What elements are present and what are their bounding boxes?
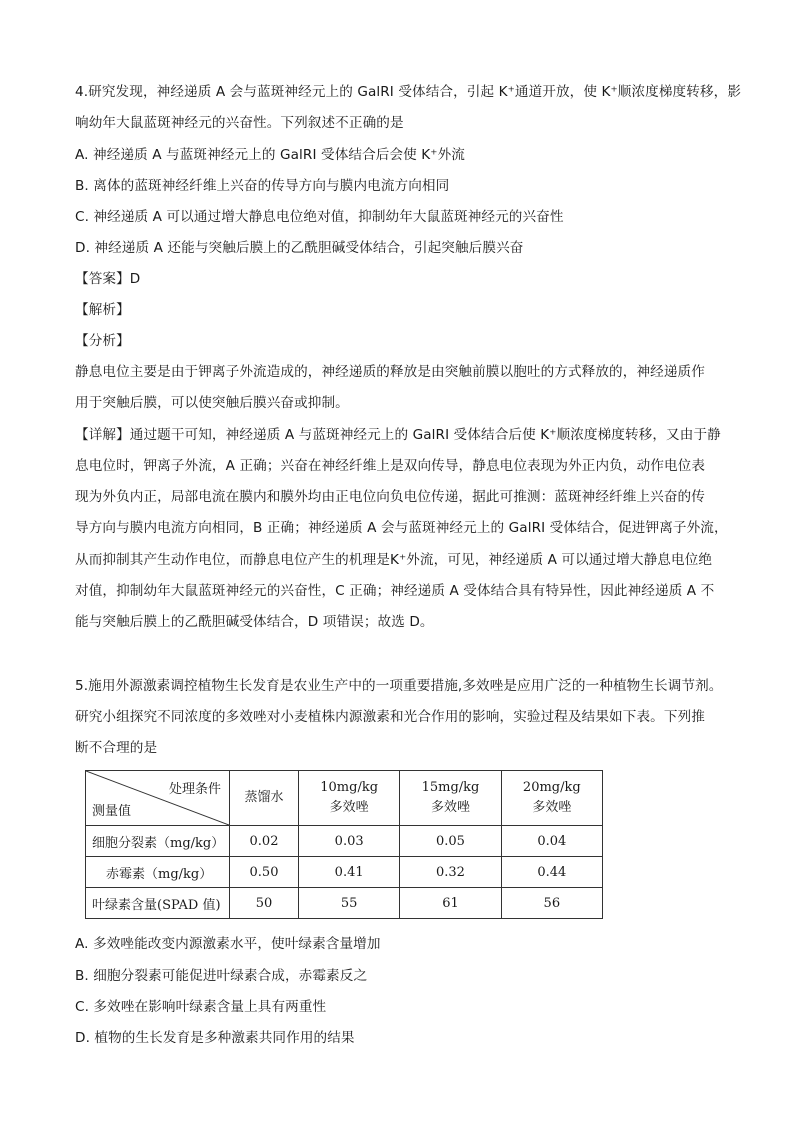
q5-option-d: D. 植物的生长发育是多种激素共同作用的结果 <box>75 1030 355 1046</box>
q5-stem-line-2: 研究小组探究不同浓度的多效唑对小麦植株内源激素和光合作用的影响，实验过程及结果如下表。下列推 <box>75 709 705 725</box>
col-header-line2: 多效唑 <box>329 800 369 815</box>
table-row <box>86 826 603 857</box>
col-header-20mg <box>501 771 602 826</box>
table-cell: 0.32 <box>400 857 501 888</box>
q4-fenxi-label: 【分析】 <box>75 333 130 349</box>
corner-top-label: 处理条件 <box>168 782 221 797</box>
q4-option-c: C. 神经递质 A 可以通过增大静息电位绝对值，抑制幼年大鼠蓝斑神经元的兴奋性 <box>75 209 564 225</box>
q5-stem-line-3: 断不合理的是 <box>75 740 158 756</box>
q4-analysis-label: 【解析】 <box>75 302 130 318</box>
table-cell: 0.05 <box>400 826 501 857</box>
col-header-line1: 蒸馏水 <box>244 790 284 805</box>
q5-option-b: B. 细胞分裂素可能促进叶绿素合成，赤霉素反之 <box>75 968 368 984</box>
q4-fenxi-line-2: 用于突触后膜，可以使突触后膜兴奋或抑制。 <box>75 395 349 411</box>
table-cell: 50 <box>230 888 299 919</box>
q4-option-d: D. 神经递质 A 还能与突触后膜上的乙酰胆碱受体结合，引起突触后膜兴奋 <box>75 240 524 256</box>
q5-option-a: A. 多效唑能改变内源激素水平，使叶绿素含量增加 <box>75 936 381 952</box>
col-header-15mg <box>400 771 501 826</box>
row-label-gibberellin: 赤霉素（mg/kg） <box>86 857 230 888</box>
table-header-row <box>86 771 603 826</box>
table-cell: 0.04 <box>501 826 602 857</box>
col-header-line2: 多效唑 <box>430 800 470 815</box>
q4-detail-line-7: 能与突触后膜上的乙酰胆碱受体结合，D 项错误；故选 D。 <box>75 614 434 630</box>
table-cell: 56 <box>501 888 602 919</box>
table-row <box>86 857 603 888</box>
q4-detail-line-2: 息电位时，钾离子外流，A 正确；兴奋在神经纤维上是双向传导，静息电位表现为外正内负，动作电位表 <box>75 458 706 474</box>
q4-answer: 【答案】D <box>75 271 141 287</box>
q5-option-c: C. 多效唑在影响叶绿素含量上具有两重性 <box>75 999 327 1015</box>
table-corner-cell <box>86 771 230 826</box>
table-row <box>86 888 603 919</box>
q4-detail-line-1: 【详解】通过题干可知，神经递质 A 与蓝斑神经元上的 GalRI 受体结合后使 K⁺顺浓度梯度转移，又由于静 <box>75 427 721 443</box>
row-label-cytokinin: 细胞分裂素（mg/kg） <box>86 826 230 857</box>
table-cell: 61 <box>400 888 501 919</box>
q5-data-table <box>85 770 603 919</box>
q4-detail-line-5: 从而抑制其产生动作电位，而静息电位产生的机理是K⁺外流，可见，神经递质 A 可以通过增大静息电位绝 <box>75 552 713 568</box>
row-label-chlorophyll: 叶绿素含量(SPAD 值) <box>86 888 230 919</box>
table-cell: 0.41 <box>298 857 399 888</box>
col-header-line1: 10mg/kg <box>320 780 379 795</box>
table-cell: 55 <box>298 888 399 919</box>
col-header-line1: 15mg/kg <box>421 780 480 795</box>
table-cell: 0.50 <box>230 857 299 888</box>
col-header-line1: 20mg/kg <box>522 780 581 795</box>
q4-detail-line-6: 对值，抑制幼年大鼠蓝斑神经元的兴奋性，C 正确；神经递质 A 受体结合具有特异性，因此神经递质 A 不 <box>75 583 715 599</box>
q4-fenxi-line-1: 静息电位主要是由于钾离子外流造成的，神经递质的释放是由突触前膜以胞吐的方式释放的，神经递质作 <box>75 364 705 380</box>
q5-stem-line-1: 5.施用外源激素调控植物生长发育是农业生产中的一项重要措施,多效唑是应用广泛的一种植物生长调节剂。 <box>75 678 723 694</box>
table-cell: 0.03 <box>298 826 399 857</box>
q4-detail-line-4: 导方向与膜内电流方向相同，B 正确；神经递质 A 会与蓝斑神经元上的 GalRI 受体结合，促进钾离子外流， <box>75 520 728 536</box>
q4-option-a: A. 神经递质 A 与蓝斑神经元上的 GalRI 受体结合后会使 K⁺外流 <box>75 147 465 163</box>
table-cell: 0.02 <box>230 826 299 857</box>
col-header-line2: 多效唑 <box>532 800 572 815</box>
q4-detail-line-3: 现为外负内正，局部电流在膜内和膜外均由正电位向负电位传递，据此可推测：蓝斑神经纤维上兴奋的传 <box>75 489 705 505</box>
q4-option-b: B. 离体的蓝斑神经纤维上兴奋的传导方向与膜内电流方向相同 <box>75 178 450 194</box>
q4-stem-line-1: 4.研究发现，神经递质 A 会与蓝斑神经元上的 GalRI 受体结合，引起 K⁺通道开放，使 K⁺顺浓度梯度转移，影 <box>75 84 742 100</box>
col-header-distilled-water <box>230 771 299 826</box>
col-header-10mg <box>298 771 399 826</box>
q4-stem-line-2: 响幼年大鼠蓝斑神经元的兴奋性。下列叙述不正确的是 <box>75 115 404 131</box>
table-cell: 0.44 <box>501 857 602 888</box>
corner-bottom-label: 测量值 <box>92 804 132 819</box>
